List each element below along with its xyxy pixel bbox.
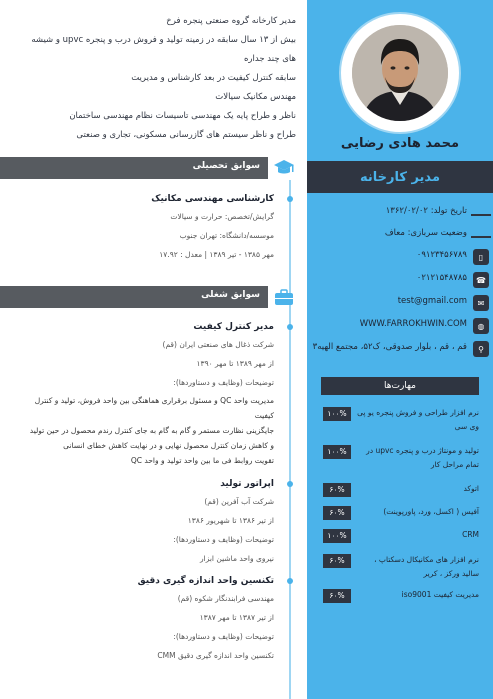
entry-line: از مهر ۱۳۸۹ تا مهر ۱۳۹۰ bbox=[196, 359, 274, 368]
skill-item bbox=[321, 442, 479, 472]
skills-heading: مهارت‌ها bbox=[321, 377, 479, 395]
summary bbox=[10, 12, 296, 145]
experience-entry bbox=[16, 573, 274, 663]
skill-label: اتوکد bbox=[463, 484, 479, 493]
contact-phone bbox=[307, 270, 493, 292]
contact-birth-date bbox=[307, 203, 493, 225]
entry-title: تکنسین واحد اندازه گیری دقیق bbox=[137, 576, 274, 586]
skill-label: CRM bbox=[462, 530, 479, 539]
graduation-cap-icon bbox=[273, 159, 295, 177]
skill-item bbox=[321, 526, 479, 546]
summary-line: مدیر کارخانه گروه صنعتی پنجره فرخ bbox=[166, 16, 296, 26]
entry-line: موسسه/دانشگاه: تهران جنوب bbox=[179, 231, 274, 240]
entry-line: تکنسین واحد اندازه گیری دقیق CMM bbox=[157, 651, 274, 660]
contact-website[interactable] bbox=[307, 316, 493, 338]
entry-title: اپراتور تولید bbox=[220, 479, 274, 489]
mobile-icon: ▯ bbox=[473, 249, 489, 265]
job-title-banner bbox=[307, 161, 493, 193]
skill-level-badge: ۱۰۰% bbox=[323, 407, 351, 421]
entry-line: و کاهش زمان کنترل محصول نهایی و در نهایت کاهش خطای انسانی bbox=[63, 441, 274, 450]
experience-section-header bbox=[0, 286, 300, 308]
skill-item bbox=[321, 503, 479, 523]
skill-item bbox=[321, 586, 479, 606]
skill-label: مدیریت کیفیت iso9001 bbox=[401, 590, 479, 599]
section-title: سوابق تحصیلی bbox=[192, 161, 260, 171]
skill-level-badge: ۶۰% bbox=[323, 506, 351, 520]
contact-text: تاریخ تولد: ۱۳۶۲/۰۲/۰۲ bbox=[385, 206, 467, 216]
timeline-dot bbox=[287, 196, 293, 202]
entry-line: نیروی واحد ماشین ابزار bbox=[200, 554, 274, 563]
contact-text: قم ، قم ، بلوار صدوقی، ک۵۲، مجتمع الهیه۳ bbox=[312, 342, 467, 352]
contact-text: ۰۲۱۲۱۵۴۸۷۸۵ bbox=[416, 273, 467, 283]
phone-icon: ☎ bbox=[473, 272, 489, 288]
profile-name: محمد هادی رضایی bbox=[340, 136, 460, 151]
contact-mobile bbox=[307, 247, 493, 269]
contact-email[interactable] bbox=[307, 293, 493, 315]
education-entry bbox=[16, 191, 274, 262]
contact-text[interactable]: test@gmail.com bbox=[397, 296, 467, 306]
entry-line: مدیریت واحد QC و مسئول برقراری هماهنگی بین واحد فروش، تولید و کنترل bbox=[34, 396, 274, 405]
education-section-header bbox=[0, 157, 300, 179]
entry-title: کارشناسی مهندسی مکانیک bbox=[151, 194, 274, 204]
entry-line: تقویت روابط فی ما بین واحد تولید و واحد QC bbox=[130, 456, 274, 465]
skill-label: تولید و مونتاژ درب و پنجره upvc در تمام مراحل کار bbox=[366, 446, 479, 469]
globe-icon: ◍ bbox=[473, 318, 489, 334]
job-title: مدیر کارخانه bbox=[360, 169, 440, 185]
entry-line: مهندسی فرابندنگار شکوه (قم) bbox=[177, 594, 274, 603]
entry-title: مدیر کنترل کیفیت bbox=[193, 322, 274, 332]
profile-photo bbox=[352, 25, 448, 121]
entry-line: جایگزینی نظارت مستمر و گام به گام به جای کنترل رندم محصول در حین تولید bbox=[29, 426, 274, 435]
skill-label: نرم افزار طراحی و فروش پنجره یو پی وی سی bbox=[357, 408, 479, 431]
skill-item bbox=[321, 480, 479, 500]
entry-line: مهر ۱۳۸۵ - تیر ۱۳۸۹ | معدل : ۱۷.۹۲ bbox=[159, 250, 274, 259]
experience-entry bbox=[16, 319, 274, 468]
contact-text: وضعیت سربازی: معاف bbox=[384, 228, 467, 238]
skill-level-badge: ۶۰% bbox=[323, 589, 351, 603]
skill-level-badge: ۶۰% bbox=[323, 554, 351, 568]
entry-line: توضیحات (وظایف و دستاوردها): bbox=[173, 632, 274, 641]
summary-line: مهندس مکانیک سیالات bbox=[215, 92, 296, 102]
calendar-icon bbox=[471, 214, 491, 216]
timeline-line bbox=[289, 180, 291, 699]
skill-label: نرم افزار های مکانیکال دسکتاپ ، سالید ورکز ، کریر bbox=[374, 555, 479, 578]
location-icon: ⚲ bbox=[473, 341, 489, 357]
briefcase-icon bbox=[273, 288, 295, 306]
timeline-dot bbox=[287, 481, 293, 487]
profile-photo-frame bbox=[341, 14, 459, 132]
summary-line: های چند جداره bbox=[243, 54, 296, 64]
skill-level-badge: ۱۰۰% bbox=[323, 445, 351, 459]
entry-line: گرایش/تخصص: حرارت و سیالات bbox=[170, 212, 274, 221]
skill-item bbox=[321, 551, 479, 581]
contact-address bbox=[307, 339, 493, 361]
status-icon bbox=[471, 236, 491, 238]
contact-text[interactable]: WWW.FARROKHWIN.COM bbox=[359, 319, 467, 329]
section-title: سوابق شغلی bbox=[201, 290, 260, 300]
summary-line: بیش از ۱۳ سال سابقه در زمینه تولید و فروش درب و پنجره upvc و شیشه bbox=[31, 35, 296, 45]
summary-line: طراح و ناظر سیستم های گازرسانی مسکونی، تجاری و صنعتی bbox=[76, 130, 296, 140]
entry-line: توضیحات (وظایف و دستاوردها): bbox=[173, 378, 274, 387]
contact-text: ۰۹۱۲۳۴۵۶۷۸۹ bbox=[416, 250, 467, 260]
skill-label: آفیس ( اکسل، ورد، پاورپوینت) bbox=[383, 507, 479, 516]
entry-line: کیفیت bbox=[254, 411, 274, 420]
entry-line: از تیر ۱۳۸۶ تا شهریور ۱۳۸۶ bbox=[187, 516, 274, 525]
entry-line: شرکت آب آفرین (قم) bbox=[204, 497, 274, 506]
experience-entry bbox=[16, 476, 274, 566]
email-icon: ✉ bbox=[473, 295, 489, 311]
entry-line: شرکت ذغال های صنعتی ایران (قم) bbox=[162, 340, 274, 349]
skill-level-badge: ۱۰۰% bbox=[323, 529, 351, 543]
sidebar bbox=[307, 0, 493, 699]
skill-level-badge: ۶۰% bbox=[323, 483, 351, 497]
profile-photo-portrait bbox=[352, 25, 448, 121]
summary-line: سابقه کنترل کیفیت در بعد کارشناس و مدیریت bbox=[131, 73, 296, 83]
skill-item bbox=[321, 404, 479, 434]
timeline-dot bbox=[287, 578, 293, 584]
entry-line: توضیحات (وظایف و دستاوردها): bbox=[173, 535, 274, 544]
entry-line: از تیر ۱۳۸۷ تا مهر ۱۳۸۷ bbox=[199, 613, 274, 622]
timeline-dot bbox=[287, 324, 293, 330]
summary-line: ناظر و طراح پایه یک مهندسی تاسیسات نظام مهندسی ساختمان bbox=[69, 111, 296, 121]
contact-military-status bbox=[307, 225, 493, 247]
